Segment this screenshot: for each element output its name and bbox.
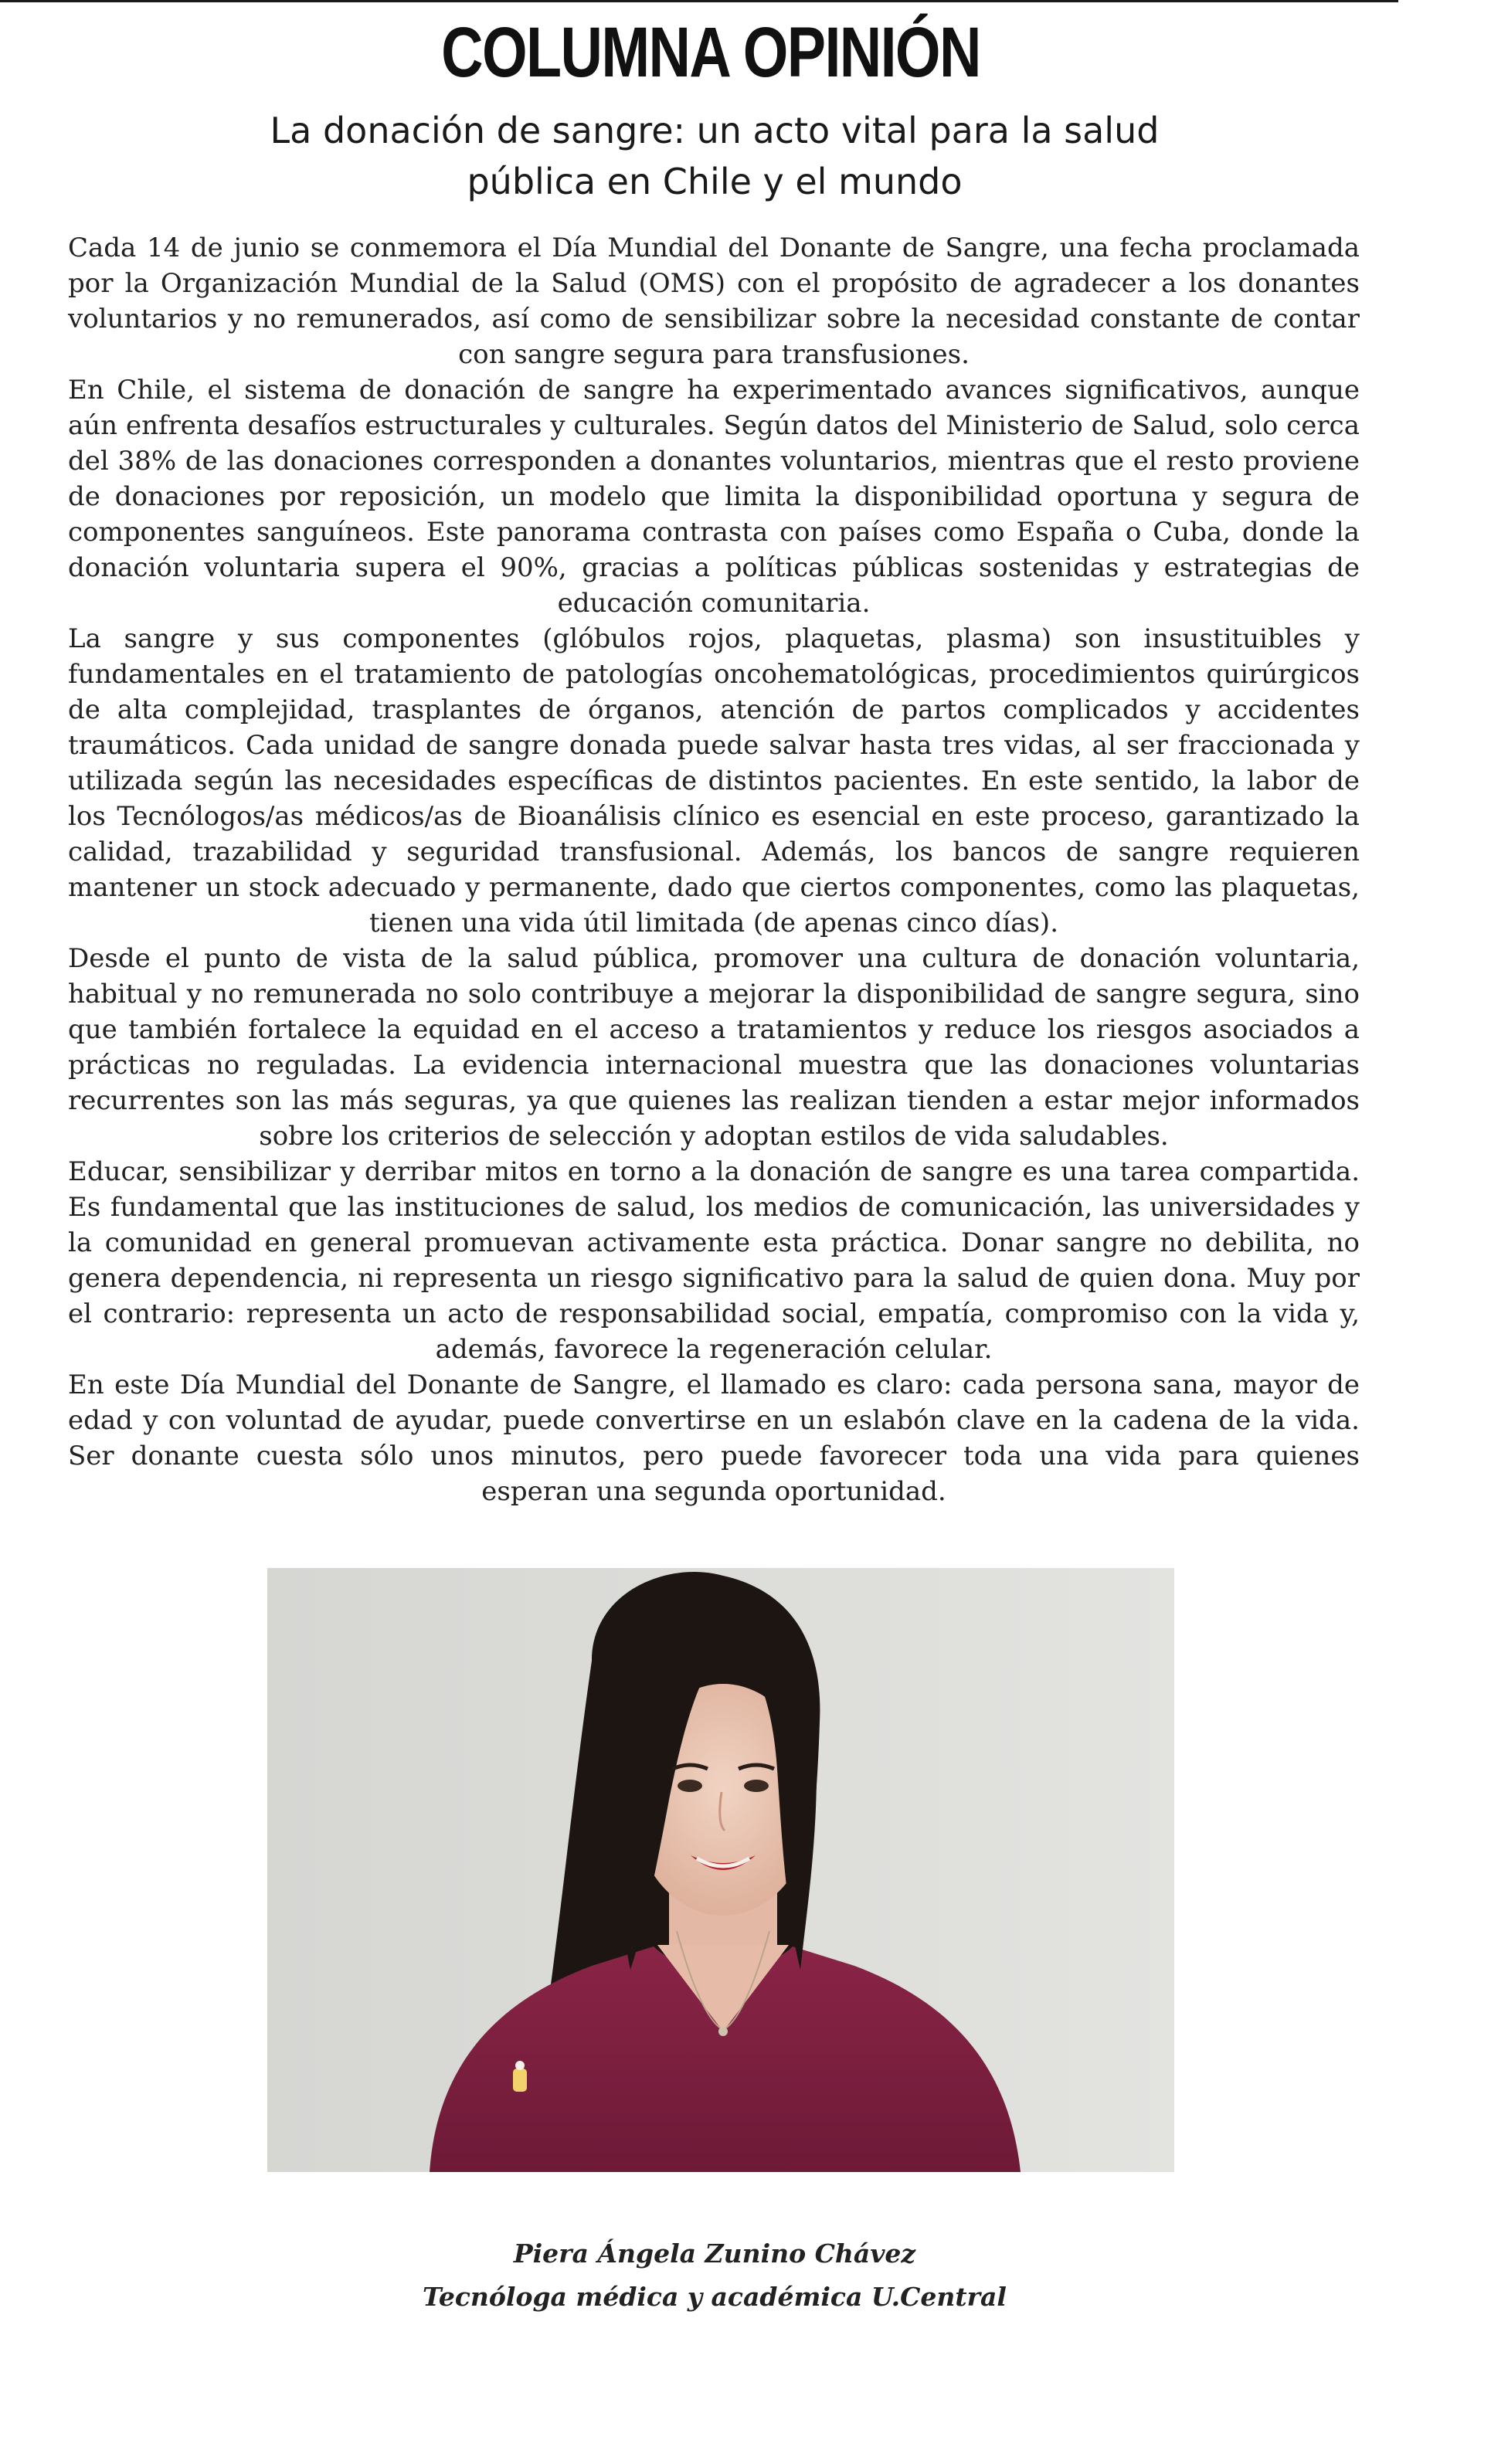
- paragraph-6: En este Día Mundial del Donante de Sangre, el llamado es claro: cada persona sana, mayor de edad y con voluntad de ayudar, puede convertirse en un eslabón clave en la cadena de la vida. Ser donante cuesta sólo unos minutos, pero puede favorecer toda una vida para quienes esperan una segunda oportunidad.: [68, 1369, 1360, 1507]
- badge-pin-top: [515, 2061, 525, 2070]
- article-body: [68, 230, 1360, 1509]
- paragraph-2: En Chile, el sistema de donación de sangre ha experimentado avances significativos, aunque aún enfrenta desafíos estructurales y culturales. Según datos del Ministerio de Salud, solo cerca del 38% de las donaciones corresponden a donantes voluntarios, mientras que el resto proviene de donaciones por reposición, un modelo que limita la disponibilidad oportuna y segura de componentes sanguíneos. Este panorama contrasta con países como España o Cuba, donde la donación voluntaria supera el 90%, gracias a políticas públicas sostenidas y estrategias de educación comunitaria.: [68, 375, 1360, 619]
- author-role: Tecnóloga médica y académica U.Central: [423, 2282, 1007, 2312]
- author-portrait-photo: [267, 1568, 1174, 2172]
- right-eye: [744, 1780, 769, 1792]
- author-name: Piera Ángela Zunino Chávez: [513, 2238, 916, 2269]
- paragraph-1: Cada 14 de junio se conmemora el Día Mundial del Donante de Sangre, una fecha proclamada por la Organización Mundial de la Salud (OMS) con el propósito de agradecer a los donantes voluntarios y no remunerados, así como de sensibilizar sobre la necesidad constante de contar con sangre segura para transfusiones.: [68, 232, 1360, 370]
- paragraph-4: Desde el punto de vista de la salud pública, promover una cultura de donación voluntaria, habitual y no remunerada no solo contribuye a mejorar la disponibilidad de sangre segura, sino que también fortalece la equidad en el acceso a tratamientos y reduce los riesgos asociados a prácticas no reguladas. La evidencia internacional muestra que las donaciones voluntarias recurrentes son las más seguras, ya que quienes las realizan tienden a estar mejor informados sobre los criterios de selección y adoptan estilos de vida saludables.: [68, 943, 1360, 1152]
- author-byline: [0, 2232, 1429, 2319]
- left-eye: [678, 1780, 702, 1792]
- top-rule: [0, 0, 1398, 2]
- headline-line-1: La donación de sangre: un acto vital para la salud: [270, 110, 1160, 151]
- portrait-illustration: [267, 1568, 1174, 2172]
- paragraph-5: Educar, sensibilizar y derribar mitos en torno a la donación de sangre es una tarea compartida. Es fundamental que las instituciones de salud, los medios de comunicación, las universidades y la comunidad en general promuevan activamente esta práctica. Donar sangre no debilita, no genera dependencia, ni representa un riesgo significativo para la salud de quien dona. Muy por el contrario: representa un acto de responsabilidad social, empatía, compromiso con la vida y, además, favorece la regeneración celular.: [68, 1156, 1360, 1365]
- article-headline: [0, 105, 1429, 207]
- headline-line-2: pública en Chile y el mundo: [467, 161, 963, 202]
- badge-pin: [513, 2069, 527, 2092]
- paragraph-3: La sangre y sus componentes (glóbulos rojos, plaquetas, plasma) son insustituibles y fundamentales en el tratamiento de patologías oncohematológicas, procedimientos quirúrgicos de alta complejidad, trasplantes de órganos, atención de partos complicados y accidentes traumáticos. Cada unidad de sangre donada puede salvar hasta tres vidas, al ser fraccionada y utilizada según las necesidades específicas de distintos pacientes. En este sentido, la labor de los Tecnólogos/as médicos/as de Bioanálisis clínico es esencial en este proceso, garantizado la calidad, trazabilidad y seguridad transfusional. Además, los bancos de sangre requieren mantener un stock adecuado y permanente, dado que ciertos componentes, como las plaquetas, tienen una vida útil limitada (de apenas cinco días).: [68, 623, 1360, 938]
- necklace-pendant: [718, 2027, 728, 2036]
- section-title: COLUMNA OPINIÓN: [441, 13, 980, 92]
